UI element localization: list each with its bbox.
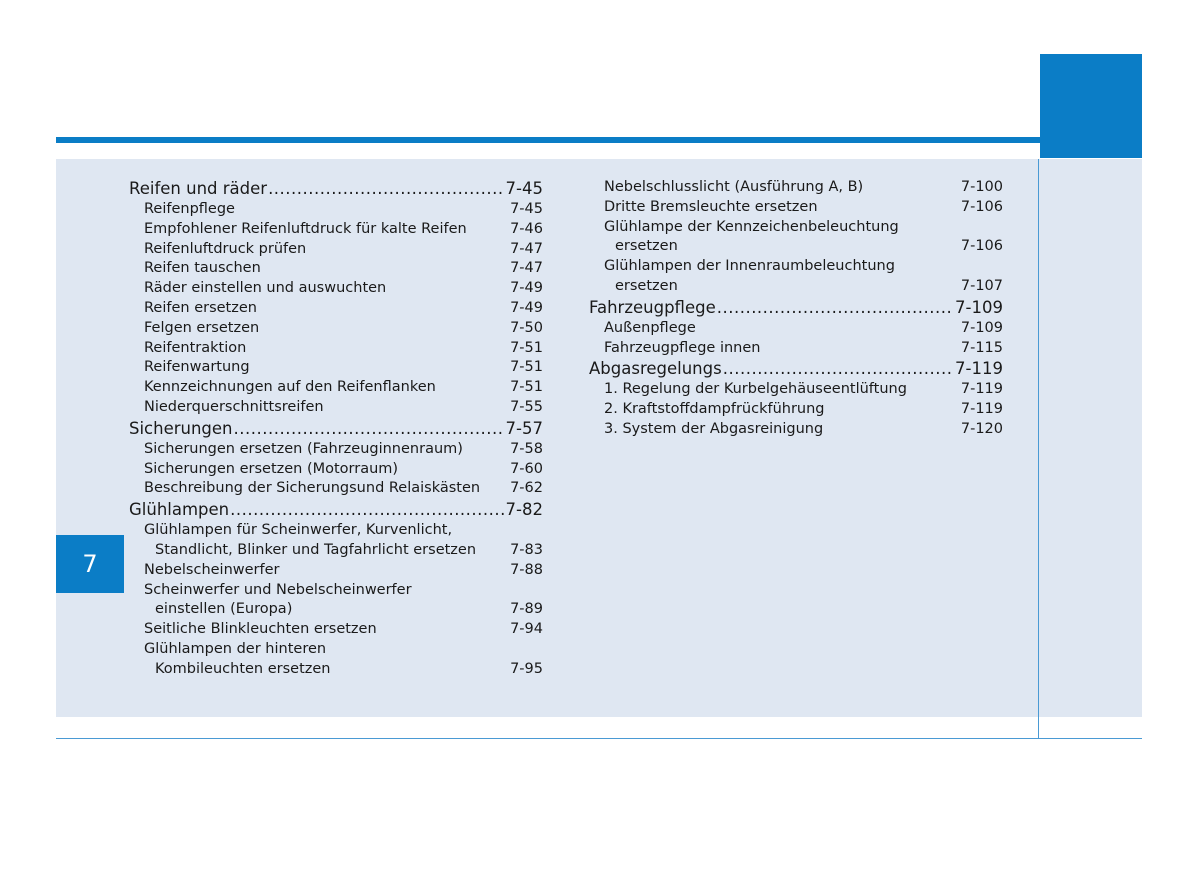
toc-entry-label: Seitliche Blinkleuchten ersetzen	[144, 621, 377, 638]
toc-entry-label: Reifenwartung	[144, 359, 250, 376]
dot-leader	[234, 418, 505, 435]
toc-page-number: 7-106	[960, 198, 1003, 215]
dot-leader	[481, 481, 509, 492]
toc-page-number: 7-58	[510, 440, 543, 457]
toc-entry-label: Reifen tauschen	[144, 260, 261, 277]
toc-entry-label: Reifen ersetzen	[144, 299, 257, 316]
toc-entry-label: Fahrzeugpflege	[589, 297, 716, 317]
toc-entry-label: Glühlampen für Scheinwerfer, Kurvenlicht,	[144, 522, 453, 539]
toc-entry-first-line	[129, 640, 543, 660]
toc-section-heading[interactable]	[589, 297, 1003, 319]
toc-page-number: 7-57	[505, 418, 543, 438]
toc-entry-label: Reifenpflege	[144, 201, 235, 217]
toc-page-number: 7-51	[510, 359, 543, 376]
toc-entry[interactable]	[589, 420, 1003, 440]
toc-page-number: 7-88	[510, 561, 543, 578]
toc-page-number: 7-50	[510, 319, 543, 336]
toc-entry[interactable]	[129, 398, 543, 418]
toc-entry-label: Nebelscheinwerfer	[144, 561, 280, 578]
toc-page-number: 7-49	[510, 280, 543, 297]
toc-left-column	[129, 178, 543, 680]
dot-leader	[262, 261, 509, 272]
top-rule	[56, 137, 1040, 143]
dot-leader	[387, 281, 509, 292]
toc-entry-first-line	[589, 257, 1003, 277]
toc-entry-label: Reifentraktion	[144, 339, 247, 356]
toc-page-number: 7-45	[510, 201, 543, 217]
toc-page-number: 7-109	[955, 297, 1003, 317]
toc-entry[interactable]	[129, 620, 543, 640]
toc-entry-label: Felgen ersetzen	[144, 319, 260, 336]
dot-leader	[679, 239, 960, 250]
toc-page-number: 7-83	[510, 541, 543, 558]
dot-leader	[268, 178, 504, 195]
toc-entry-label: Niederquerschnittsreifen	[144, 398, 324, 415]
dot-leader	[723, 358, 954, 375]
toc-entry[interactable]	[589, 178, 1003, 198]
dot-leader	[281, 563, 510, 574]
toc-entry-label: Beschreibung der Sicherungsund Relaiskästen	[144, 480, 481, 497]
toc-right-column	[589, 178, 1003, 440]
toc-entry-label: 2. Kraftstoffdampfrückführung	[604, 401, 825, 418]
toc-entry-first-line	[589, 218, 1003, 238]
dot-leader	[293, 602, 509, 613]
dot-leader	[697, 321, 960, 332]
toc-page-number: 7-49	[510, 299, 543, 316]
dot-leader	[332, 662, 510, 673]
dot-leader	[236, 202, 509, 213]
toc-entry-continued[interactable]	[129, 541, 543, 561]
dot-leader	[258, 301, 509, 312]
toc-entry-label: 1. Regelung der Kurbelgehäuseentlüftung	[604, 381, 907, 398]
toc-page-number: 7-60	[510, 460, 543, 477]
toc-page-number: 7-106	[960, 238, 1003, 255]
dot-leader	[260, 321, 509, 332]
toc-entry[interactable]	[129, 240, 543, 260]
toc-entry[interactable]	[129, 299, 543, 319]
toc-entry-label: einstellen (Europa)	[155, 601, 293, 618]
toc-page-number: 7-107	[960, 277, 1003, 294]
dot-leader	[399, 462, 509, 473]
dot-leader	[864, 180, 960, 191]
toc-section-heading[interactable]	[129, 418, 543, 440]
toc-page-number: 7-47	[510, 240, 543, 257]
toc-page-number: 7-109	[960, 319, 1003, 336]
toc-page-number: 7-46	[510, 220, 543, 237]
toc-entry-label: Dritte Bremsleuchte ersetzen	[604, 198, 818, 215]
toc-entry-continued[interactable]	[589, 237, 1003, 257]
toc-entry-label: Räder einstellen und auswuchten	[144, 280, 387, 297]
toc-entry-label: Kombileuchten ersetzen	[155, 660, 331, 677]
dot-leader	[464, 442, 509, 453]
toc-entry[interactable]	[129, 259, 543, 279]
toc-entry[interactable]	[129, 561, 543, 581]
toc-entry-label: Kennzeichnungen auf den Reifenflanken	[144, 379, 436, 396]
dot-leader	[826, 402, 960, 413]
toc-entry[interactable]	[129, 220, 543, 240]
toc-entry[interactable]	[589, 380, 1003, 400]
dot-leader	[477, 543, 509, 554]
dot-leader	[247, 341, 509, 352]
toc-entry-label: ersetzen	[615, 277, 678, 294]
dot-leader	[437, 380, 509, 391]
toc-page-number: 7-94	[510, 621, 543, 638]
chapter-number-tab: 7	[56, 535, 124, 593]
dot-leader	[468, 222, 509, 233]
dot-leader	[251, 360, 510, 371]
toc-entry[interactable]	[589, 339, 1003, 359]
toc-page-number: 7-95	[510, 660, 543, 677]
toc-page-number: 7-119	[960, 401, 1003, 418]
dot-leader	[307, 242, 509, 253]
toc-entry-label: Sicherungen	[129, 418, 233, 438]
toc-entry-label: 3. System der Abgasreinigung	[604, 420, 824, 437]
toc-entry-label: ersetzen	[615, 238, 678, 255]
toc-section-heading[interactable]	[589, 358, 1003, 380]
dot-leader	[717, 297, 954, 314]
toc-entry[interactable]	[129, 479, 543, 499]
toc-entry-label: Fahrzeugpflege innen	[604, 339, 761, 356]
dot-leader	[908, 382, 960, 393]
dot-leader	[325, 400, 510, 411]
toc-entry-continued[interactable]	[129, 600, 543, 620]
toc-entry[interactable]	[129, 440, 543, 460]
toc-entry-continued[interactable]	[129, 660, 543, 680]
toc-entry-label: Glühlampen der Innenraumbeleuchtung	[604, 258, 895, 275]
toc-entry-continued[interactable]	[589, 277, 1003, 297]
toc-entry[interactable]	[129, 319, 543, 339]
dot-leader	[819, 200, 960, 211]
toc-entry-label: Sicherungen ersetzen (Motorraum)	[144, 460, 399, 477]
vertical-rule	[1038, 159, 1039, 739]
corner-tab-decoration	[1040, 54, 1142, 158]
toc-entry-label: Standlicht, Blinker und Tagfahrlicht ersetzen	[155, 541, 477, 558]
toc-page-number: 7-47	[510, 260, 543, 277]
dot-leader	[824, 422, 960, 433]
dot-leader	[679, 279, 960, 290]
toc-entry-label: Scheinwerfer und Nebelscheinwerfer	[144, 581, 412, 598]
toc-page-number: 7-62	[510, 480, 543, 497]
toc-entry-label: Nebelschlusslicht (Ausführung A, B)	[604, 179, 864, 195]
toc-section-heading[interactable]	[129, 499, 543, 521]
toc-page-number: 7-82	[505, 500, 543, 520]
toc-entry-label: Glühlampe der Kennzeichenbeleuchtung	[604, 218, 899, 235]
toc-page-number: 7-120	[960, 420, 1003, 437]
toc-entry[interactable]	[129, 200, 543, 220]
dot-leader	[378, 622, 509, 633]
toc-entry[interactable]	[129, 339, 543, 359]
dot-leader	[761, 341, 959, 352]
toc-page-number: 7-115	[960, 339, 1003, 356]
toc-page-number: 7-89	[510, 601, 543, 618]
toc-entry-first-line	[129, 581, 543, 601]
toc-entry-label: Reifenluftdruck prüfen	[144, 240, 307, 257]
toc-page-number: 7-100	[960, 179, 1003, 195]
toc-entry-label: Empfohlener Reifenluftdruck für kalte Reifen	[144, 220, 467, 237]
toc-entry[interactable]	[129, 279, 543, 299]
toc-page-number: 7-51	[510, 379, 543, 396]
toc-entry-label: Abgasregelungs	[589, 359, 722, 379]
toc-entry[interactable]	[129, 358, 543, 378]
toc-entry[interactable]	[129, 378, 543, 398]
toc-page-number: 7-51	[510, 339, 543, 356]
toc-entry-label: Sicherungen ersetzen (Fahrzeuginnenraum)	[144, 440, 463, 457]
toc-section-heading[interactable]	[129, 178, 543, 200]
dot-leader	[230, 499, 504, 516]
toc-entry[interactable]	[589, 400, 1003, 420]
toc-page-number: 7-119	[955, 359, 1003, 379]
toc-entry-label: Außenpflege	[604, 319, 696, 336]
toc-entry-label: Glühlampen der hinteren	[144, 640, 327, 657]
toc-page-number: 7-119	[960, 381, 1003, 398]
toc-entry[interactable]	[129, 460, 543, 480]
toc-page-number: 7-55	[510, 398, 543, 415]
toc-entry[interactable]	[589, 198, 1003, 218]
toc-entry-label: Reifen und räder	[129, 179, 268, 198]
toc-entry-first-line	[129, 521, 543, 541]
toc-page-number: 7-45	[505, 179, 543, 198]
bottom-rule	[56, 738, 1142, 739]
toc-entry-label: Glühlampen	[129, 500, 230, 520]
toc-entry[interactable]	[589, 319, 1003, 339]
